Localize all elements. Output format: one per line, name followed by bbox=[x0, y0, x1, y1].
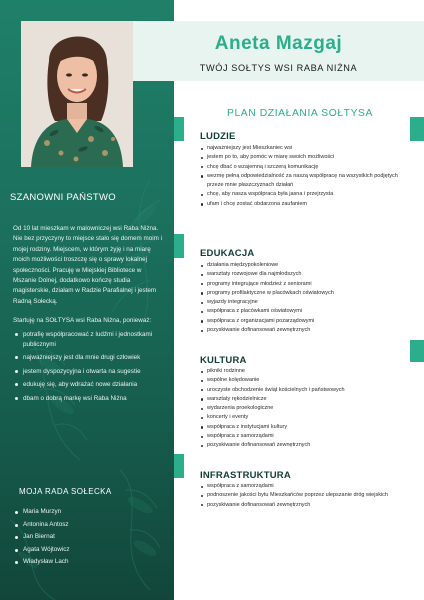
list-item: najważniejszy jest Mieszkaniec wsi bbox=[200, 144, 400, 153]
list-item: wydarzenia proekologiczne bbox=[200, 404, 400, 413]
list-item: wyjazdy integracyjne bbox=[200, 298, 400, 307]
list-item: programy integrujące młodzież z seniorami bbox=[200, 280, 400, 289]
list-item: uroczyste obchodzenie świąt kościelnych i państwowych bbox=[200, 386, 400, 395]
section-list-edukacja bbox=[200, 261, 400, 335]
list-item: podnoszenie jakości bytu Mieszkańców poprzez ulepszanie dróg wiejskich bbox=[200, 491, 400, 500]
list-item: chcę, aby nasza współpraca była jasna i przejrzysta bbox=[200, 190, 400, 199]
list-item: Maria Murzyn bbox=[13, 506, 70, 519]
candidate-subtitle: TWÓJ SOŁTYS WSI RABA NIŻNA bbox=[199, 63, 358, 73]
list-item: programy profilaktyczne w placówkach oświatowych bbox=[200, 289, 400, 298]
list-item: współpraca z instytucjami kultury bbox=[200, 423, 400, 432]
list-item: jestem po to, aby pomóc w miarę swoich możliwości bbox=[200, 153, 400, 162]
list-item: Jan Biernat bbox=[13, 531, 70, 544]
accent-block bbox=[410, 117, 424, 141]
list-item: Agata Wójtowicz bbox=[13, 544, 70, 557]
section-title-kultura: KULTURA bbox=[200, 355, 247, 366]
section-list-ludzie bbox=[200, 144, 400, 209]
list-item: jestem dyspozycyjna i otwarta na sugestie bbox=[13, 367, 165, 377]
section-title-ludzie: LUDZIE bbox=[200, 131, 236, 142]
portrait-icon bbox=[21, 21, 133, 167]
list-item: pikniki rodzinne bbox=[200, 367, 400, 376]
accent-block bbox=[174, 454, 184, 478]
bio-text bbox=[13, 224, 165, 404]
list-item: wezmę pełną odpowiedzialność za naszą współpracę na wszystkich podjętych przeze mnie płaszczyznach działań bbox=[200, 172, 400, 191]
list-item: pozyskiwanie dofinansowań zewnętrznych bbox=[200, 326, 400, 335]
greeting-heading: SZANOWNI PAŃSTWO bbox=[10, 192, 116, 203]
list-item: warsztaty rozwojowe dla najmłodszych bbox=[200, 270, 400, 279]
list-item: Antonina Antosz bbox=[13, 519, 70, 532]
bio-paragraph: Startuję na SOŁTYSA wsi Raba Niżna, ponieważ: bbox=[13, 317, 152, 325]
plan-title: PLAN DZIAŁANIA SOŁTYSA bbox=[227, 108, 373, 119]
list-item: współpraca z organizacjami pozarządowymi bbox=[200, 317, 400, 326]
list-item: koncerty i eventy bbox=[200, 413, 400, 422]
list-item: dbam o dobrą markę wsi Raba Niżna bbox=[13, 394, 165, 404]
list-item: ufam i chcę zostać obdarzona zaufaniem bbox=[200, 200, 400, 209]
section-title-infrastruktura: INFRASTRUKTURA bbox=[200, 470, 291, 481]
council-list bbox=[13, 506, 70, 569]
list-item: pozyskiwanie dofinansowań zewnętrznych bbox=[200, 501, 400, 510]
accent-block bbox=[174, 234, 184, 258]
list-item: warsztaty rękodzielnicze bbox=[200, 395, 400, 404]
candidate-name: Aneta Mazgaj bbox=[214, 33, 343, 54]
section-list-infrastruktura bbox=[200, 482, 400, 510]
accent-block bbox=[410, 340, 424, 362]
list-item: edukuję się, aby wdrażać nowe działania bbox=[13, 380, 165, 390]
council-heading: MOJA RADA SOŁECKA bbox=[19, 487, 112, 496]
list-item: Władysław Lach bbox=[13, 556, 70, 569]
accent-block bbox=[174, 117, 184, 141]
section-title-edukacja: EDUKACJA bbox=[200, 248, 255, 259]
list-item: najważniejszy jest dla mnie drugi człowiek bbox=[13, 353, 165, 363]
list-item: chcę dbać o wzajemną i szczerą komunikację bbox=[200, 163, 400, 172]
section-list-kultura bbox=[200, 367, 400, 451]
list-item: współpraca z placówkami oświatowymi bbox=[200, 307, 400, 316]
list-item: wspólne kolędowanie bbox=[200, 376, 400, 385]
portrait-photo bbox=[21, 21, 133, 167]
bio-paragraph: Od 10 lat mieszkam w malowniczej wsi Raba Niżna. Nie bez przyczyny to miejsce stało się domem moim i mojej rodziny. Miejscem, w którym żyję i na miarę moich możliwości troszczę się o sprawy lokalnej społeczności. Pracuję w Miejskiej Bibliotece w Mszanie Dolnej, dodatkowo kończę studia magisterskie, działam w Radzie Parafialnej i jestem Radną Sołecką. bbox=[13, 225, 163, 305]
list-item: współpraca z samorządami bbox=[200, 482, 400, 491]
list-item: pozyskiwanie dofinansowań zewnętrznych bbox=[200, 441, 400, 450]
reasons-list bbox=[13, 330, 165, 404]
list-item: współpraca z samorządami bbox=[200, 432, 400, 441]
list-item: działania międzypokoleniowe bbox=[200, 261, 400, 270]
list-item: potrafię współpracować z ludźmi i jednostkami publicznymi bbox=[13, 330, 165, 351]
